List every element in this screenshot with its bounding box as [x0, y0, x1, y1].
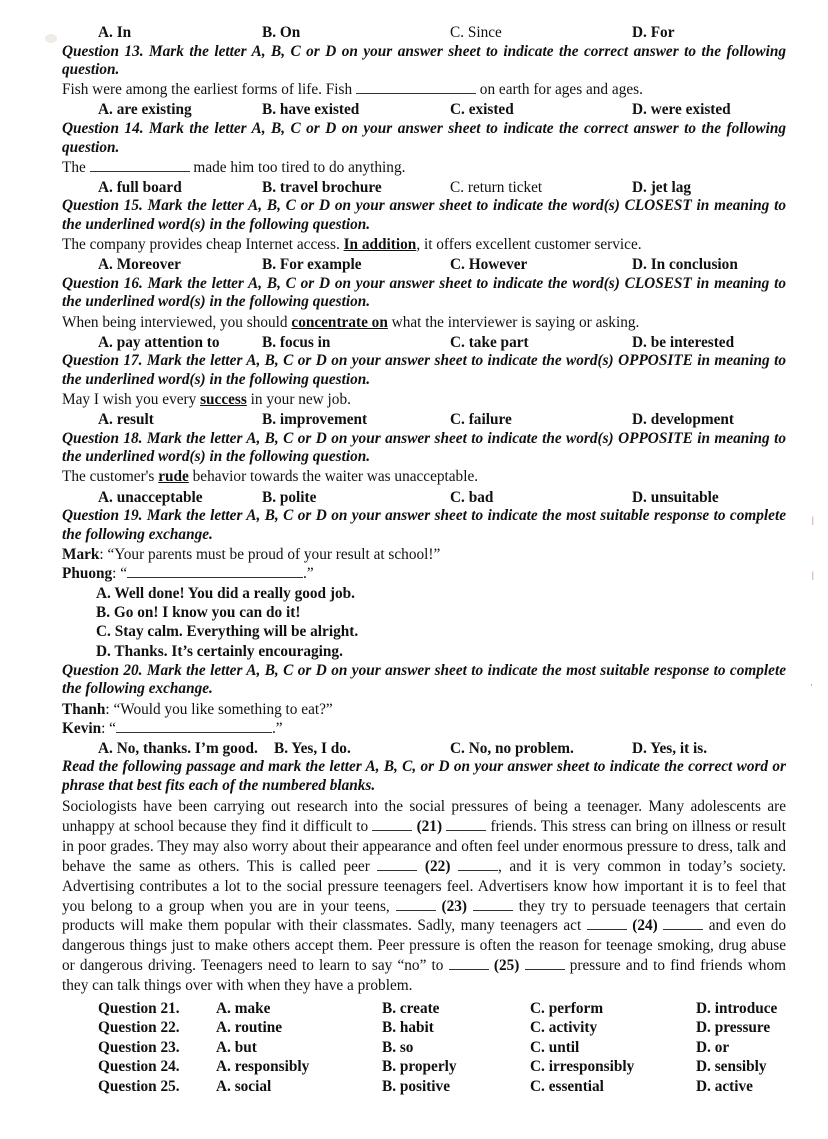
question-14-stem: The made him too tired to do anything.	[62, 158, 406, 176]
option-a[interactable]: A. but	[216, 1038, 257, 1056]
table-row	[62, 999, 786, 1018]
edge-mark-2: |	[812, 570, 814, 580]
question-19-line-mark: Mark: “Your parents must be proud of your result at school!”	[62, 545, 441, 563]
question-15-heading: Question 15. Mark the letter A, B, C or D on your answer sheet to indicate the word(s) CLOSEST in meaning to the underlined word(s) in the following question.	[62, 197, 786, 233]
option-c[interactable]: C. until	[530, 1038, 580, 1056]
edge-mark-1: |	[812, 515, 814, 525]
option-a[interactable]: A. routine	[216, 1019, 283, 1037]
option-d[interactable]: D. sensibly	[696, 1058, 767, 1076]
option-c[interactable]: C. existed	[450, 101, 514, 119]
question-19-line-phuong: Phuong: “ .”	[62, 565, 314, 583]
option-a[interactable]: A. are existing	[98, 101, 192, 119]
option-c[interactable]: C. essential	[530, 1077, 604, 1095]
option-b[interactable]: B. so	[382, 1038, 414, 1056]
option-a[interactable]: A. Moreover	[98, 256, 181, 274]
option-b[interactable]: B. polite	[262, 488, 317, 506]
table-row	[62, 1038, 786, 1057]
page-smudge	[45, 34, 57, 43]
option-c[interactable]: C. irresponsibly	[530, 1058, 635, 1076]
option-b[interactable]: B. improvement	[262, 411, 368, 429]
question-label: Question 22.	[98, 1019, 180, 1037]
question-20-line-kevin: Kevin: “ .”	[62, 720, 283, 738]
option-d[interactable]: D. or	[696, 1038, 730, 1056]
question-19-answer-a[interactable]: A. Well done! You did a really good job.	[96, 584, 355, 602]
option-d[interactable]: D. development	[632, 411, 734, 429]
option-a[interactable]: A. In	[98, 24, 132, 41]
option-d[interactable]: D. For	[632, 24, 675, 41]
edge-mark-3: ·	[810, 680, 813, 690]
option-c[interactable]: C. take part	[450, 333, 529, 351]
option-d[interactable]: D. were existed	[632, 101, 731, 119]
option-c[interactable]: C. No, no problem.	[450, 740, 574, 758]
option-b[interactable]: B. For example	[262, 256, 362, 274]
option-b[interactable]: B. positive	[382, 1077, 450, 1095]
option-c[interactable]: C. perform	[530, 999, 604, 1017]
question-18-stem: The customer's rude behavior towards the waiter was unacceptable.	[62, 468, 479, 486]
option-b[interactable]: B. travel brochure	[262, 178, 382, 196]
question-20-line-thanh: Thanh: “Would you like something to eat?”	[62, 700, 333, 718]
question-16-heading: Question 16. Mark the letter A, B, C or D on your answer sheet to indicate the word(s) CLOSEST in meaning to the underlined word(s) in the following question.	[62, 274, 786, 311]
option-b[interactable]: B. Yes, I do.	[274, 740, 351, 758]
question-label: Question 21.	[98, 999, 180, 1017]
reading-instruction: Read the following passage and mark the letter A, B, C, or D on your answer sheet to indicate the correct word or phrase that best fits each of the numbered blanks.	[62, 758, 786, 795]
option-d[interactable]: D. jet lag	[632, 178, 692, 196]
question-20-heading: Question 20. Mark the letter A, B, C or D on your answer sheet to indicate the most suitable response to complete the following exchange.	[62, 661, 786, 698]
question-19-heading: Question 19. Mark the letter A, B, C or D on your answer sheet to indicate the most suitable response to complete the following exchange.	[62, 507, 786, 543]
question-19-answer-b[interactable]: B. Go on! I know you can do it!	[96, 603, 301, 621]
option-d[interactable]: D. introduce	[696, 999, 778, 1017]
table-row	[62, 1077, 786, 1096]
question-13-heading: Question 13. Mark the letter A, B, C or D on your answer sheet to indicate the correct answer to the following question.	[62, 42, 786, 79]
option-c[interactable]: C. activity	[530, 1019, 598, 1037]
options-row-q20	[62, 739, 786, 758]
question-label: Question 23.	[98, 1038, 180, 1056]
options-row-q16	[62, 333, 786, 352]
option-d[interactable]: D. be interested	[632, 333, 735, 351]
option-a[interactable]: A. No, thanks. I’m good.	[98, 740, 258, 758]
option-a[interactable]: A. unacceptable	[98, 488, 203, 506]
option-b[interactable]: B. create	[382, 999, 440, 1017]
options-row-q13	[62, 100, 786, 119]
answer-table	[62, 999, 786, 1096]
options-row-q12	[62, 23, 786, 42]
option-b[interactable]: B. On	[262, 24, 301, 41]
option-b[interactable]: B. properly	[382, 1058, 457, 1076]
question-19-answer-c[interactable]: C. Stay calm. Everything will be alright.	[96, 623, 359, 641]
document-body	[62, 22, 786, 1096]
option-b[interactable]: B. focus in	[262, 333, 331, 351]
option-c[interactable]: C. Since	[450, 24, 502, 41]
question-17-stem: May I wish you every success in your new job.	[62, 391, 351, 408]
option-c[interactable]: C. bad	[450, 488, 494, 506]
reading-passage: Sociologists have been carrying out research into the social pressures of being a teenager. Many adolescents are unhappy at school because they find it difficult to (21) friends. This stress can bring on illness or result in poor grades. They may also worry about their appearance and often feel under enormous pressure to dress, talk and behave the same as others. This is called peer (22) , and it is very common in today’s society. Advertising contributes a lot to the social pressure teenagers feel. Advertisers know how important it is to feel that you belong to a group when you are in your teens, (23) they try to persuade teenagers that certain products will make them popular with their classmates. Sadly, many teenagers act (24) and even do dangerous things just to make others accept them. Peer pressure is often the reason for teenage smoking, drug abuse or dangerous driving. Teenagers need to learn to say “no” to (25) pressure and to find friends whom they can talk things over with when they have a problem.	[62, 798, 787, 995]
option-a[interactable]: A. full board	[98, 178, 182, 196]
options-row-q17	[62, 410, 786, 429]
question-16-stem: When being interviewed, you should concentrate on what the interviewer is saying or asking.	[62, 313, 640, 331]
options-row-q18	[62, 488, 786, 507]
question-14-heading: Question 14. Mark the letter A, B, C or D on your answer sheet to indicate the correct answer to the following question.	[62, 119, 786, 156]
options-row-q14	[62, 178, 786, 197]
option-d[interactable]: D. unsuitable	[632, 488, 719, 506]
option-d[interactable]: D. active	[696, 1077, 753, 1095]
option-d[interactable]: D. In conclusion	[632, 256, 738, 274]
option-a[interactable]: A. social	[216, 1077, 272, 1095]
table-row	[62, 1057, 786, 1076]
option-c[interactable]: C. However	[450, 256, 528, 274]
option-c[interactable]: C. return ticket	[450, 178, 543, 196]
question-label: Question 25.	[98, 1077, 180, 1095]
option-d[interactable]: D. Yes, it is.	[632, 740, 708, 758]
question-15-stem: The company provides cheap Internet access. In addition, it offers excellent customer service.	[62, 236, 642, 254]
option-d[interactable]: D. pressure	[696, 1019, 771, 1037]
question-13-stem: Fish were among the earliest forms of life. Fish on earth for ages and ages.	[62, 81, 643, 99]
question-17-heading: Question 17. Mark the letter A, B, C or D on your answer sheet to indicate the word(s) OPPOSITE in meaning to the underlined word(s) in the following question.	[62, 352, 786, 388]
option-b[interactable]: B. habit	[382, 1019, 434, 1037]
option-a[interactable]: A. result	[98, 411, 154, 429]
option-c[interactable]: C. failure	[450, 411, 512, 429]
option-a[interactable]: A. pay attention to	[98, 333, 220, 351]
options-row-q15	[62, 255, 786, 274]
option-a[interactable]: A. responsibly	[216, 1058, 310, 1076]
question-19-answer-d[interactable]: D. Thanks. It’s certainly encouraging.	[96, 642, 343, 660]
option-a[interactable]: A. make	[216, 999, 271, 1017]
question-label: Question 24.	[98, 1058, 180, 1076]
table-row	[62, 1018, 786, 1037]
option-b[interactable]: B. have existed	[262, 101, 360, 119]
question-18-heading: Question 18. Mark the letter A, B, C or D on your answer sheet to indicate the word(s) OPPOSITE in meaning to the underlined word(s) in the following question.	[62, 429, 786, 466]
